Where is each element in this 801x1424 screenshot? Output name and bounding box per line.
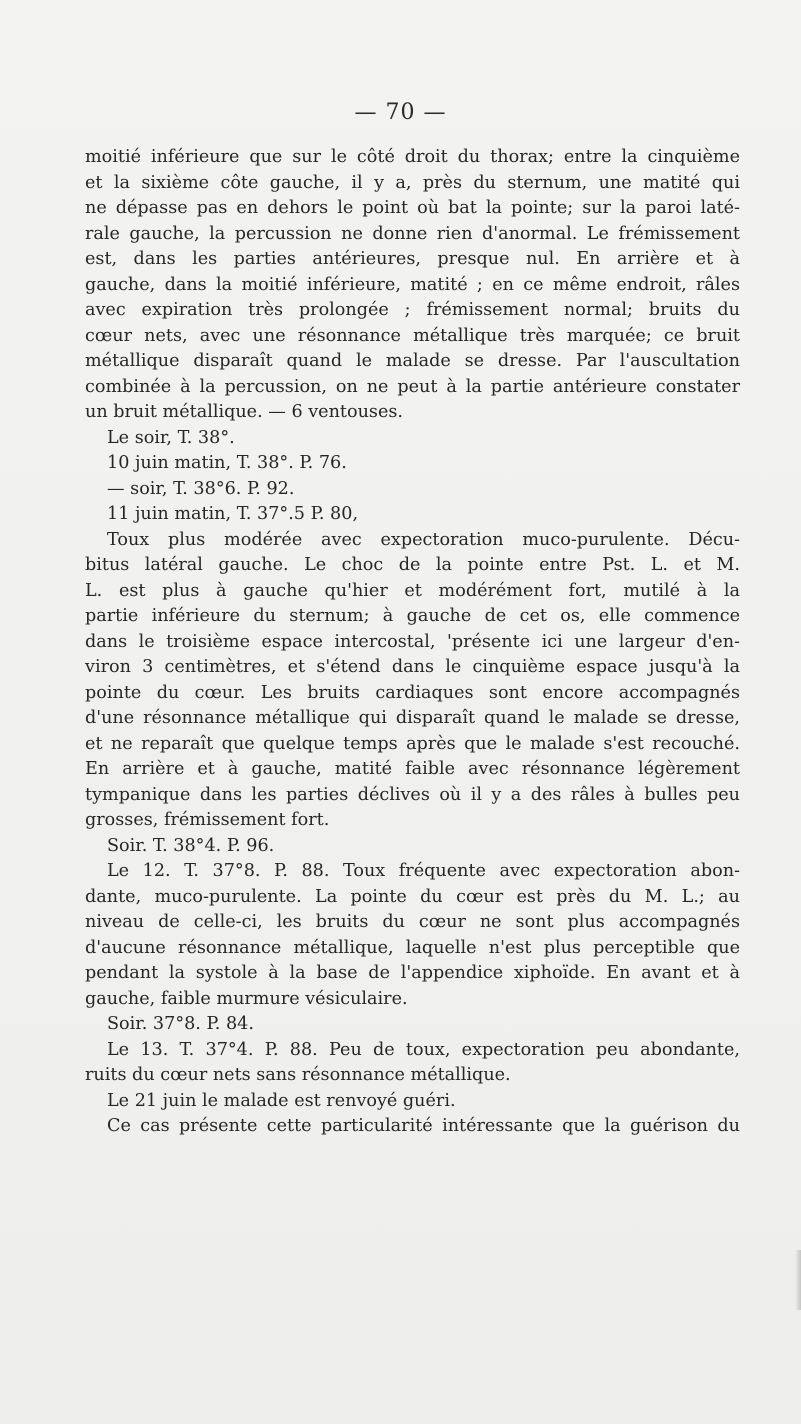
text-line: un bruit métallique. — 6 ventouses. (85, 402, 403, 422)
text-line: gauche, dans la moitié inférieure, matité ; en ce même endroit, râles (85, 274, 740, 295)
text-line: — soir, T. 38°6. P. 92. (107, 478, 295, 499)
text-line: Toux plus modérée avec expectoration muco-purulente. Décu- (107, 529, 740, 550)
text-line: pendant la systole à la base de l'appendice xiphoïde. En avant et à (85, 963, 740, 983)
text-line: tympanique dans les parties déclives où il y a des râles à bulles peu (85, 784, 740, 805)
text-line: est, dans les parties antérieures, presque nul. En arrière et à (85, 249, 740, 269)
text-line: Soir. T. 38°4. P. 96. (107, 835, 275, 856)
text-line: viron 3 centimètres, et s'étend dans le cinquième espace jusqu'à la (85, 657, 740, 677)
text-line: dans le troisième espace intercostal, 'présente ici une largeur d'en- (85, 631, 740, 652)
text-line: Le 13. T. 37°4. P. 88. Peu de toux, expectoration peu abondante, (107, 1039, 740, 1060)
text-line: dante, muco-purulente. La pointe du cœur est près du M. L.; au (85, 886, 740, 907)
text-line: pointe du cœur. Les bruits cardiaques sont encore accompagnés (85, 682, 740, 703)
text-line: moitié inférieure que sur le côté droit du thorax; entre la cinquième (85, 147, 740, 167)
page-edge-shadow (795, 1250, 801, 1310)
text-line: combinée à la percussion, on ne peut à la partie antérieure constater (85, 376, 740, 397)
text-line: 10 juin matin, T. 38°. P. 76. (107, 453, 347, 473)
text-line: Ce cas présente cette particularité intéressante que la guérison du (107, 1116, 740, 1136)
text-line: et la sixième côte gauche, il y a, près du sternum, une matité qui (85, 172, 740, 193)
text-line: niveau de celle-ci, les bruits du cœur ne sont plus accompagnés (85, 912, 740, 932)
text-line: avec expiration très prolongée ; frémissement normal; bruits du (85, 300, 740, 320)
text-line: grosses, frémissement fort. (85, 810, 330, 830)
text-line: rale gauche, la percussion ne donne rien d'anormal. Le frémissement (85, 223, 740, 244)
text-line: 11 juin matin, T. 37°.5 P. 80, (107, 504, 359, 524)
text-line: ne dépasse pas en dehors le point où bat la pointe; sur la paroi laté- (85, 198, 740, 218)
text-line: En arrière et à gauche, matité faible avec résonnance légèrement (85, 759, 740, 779)
text-line: cœur nets, avec une résonnance métallique très marquée; ce bruit (85, 325, 740, 346)
text-line: Soir. 37°8. P. 84. (107, 1014, 254, 1034)
page-number: — 70 — (354, 100, 447, 125)
text-line: bitus latéral gauche. Le choc de la pointe entre Pst. L. et M. (85, 555, 740, 575)
text-line: partie inférieure du sternum; à gauche de cet os, elle commence (85, 606, 740, 626)
text-line: d'aucune résonnance métallique, laquelle n'est plus perceptible que (85, 937, 740, 958)
text-line: ruits du cœur nets sans résonnance métallique. (85, 1065, 511, 1085)
body-text (85, 145, 740, 1140)
text-line: Le soir, T. 38°. (107, 427, 235, 448)
text-line: Le 21 juin le malade est renvoyé guéri. (107, 1090, 456, 1111)
text-line: Le 12. T. 37°8. P. 88. Toux fréquente avec expectoration abon- (107, 861, 740, 881)
text-line: et ne reparaît que quelque temps après que le malade s'est recouché. (85, 733, 740, 754)
text-line: métallique disparaît quand le malade se dresse. Par l'auscultation (85, 351, 740, 371)
text-line: L. est plus à gauche qu'hier et modérément fort, mutilé à la (85, 580, 740, 601)
text-line: gauche, faible murmure vésiculaire. (85, 988, 408, 1009)
text-line: d'une résonnance métallique qui disparaît quand le malade se dresse, (85, 708, 740, 728)
